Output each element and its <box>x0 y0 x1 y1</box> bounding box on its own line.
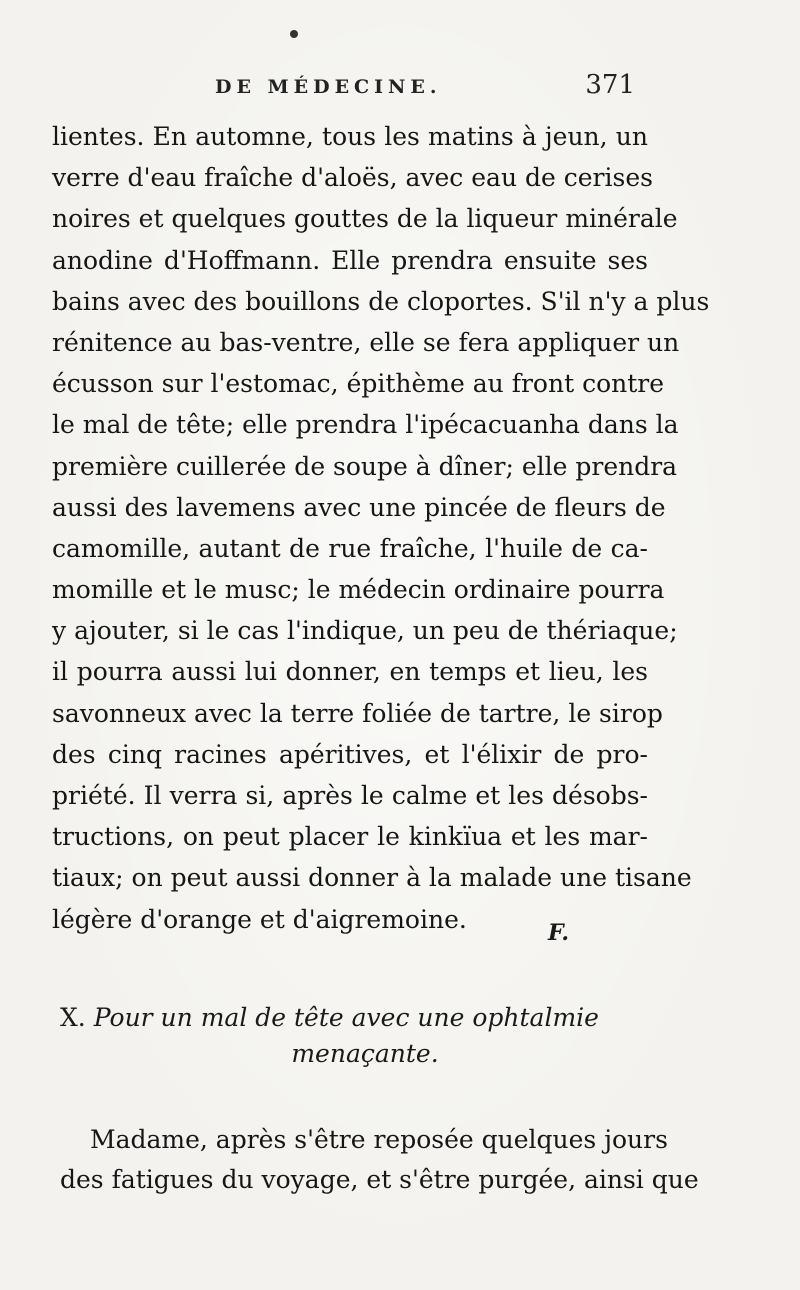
text-line: tiaux; on peut aussi donner à la malade une tisane <box>52 863 692 893</box>
page-number: 371 <box>585 70 635 100</box>
text-line: y ajouter, si le cas l'indique, un peu de thériaque; <box>52 616 678 646</box>
text-line: aussi des lavemens avec une pincée de fleurs de <box>52 492 666 522</box>
text-line: bains avec des bouillons de cloportes. S'il n'y a plus <box>52 286 710 316</box>
text-line: il pourra aussi lui donner, en temps et lieu, les <box>52 657 648 687</box>
text-line: écusson sur l'estomac, épithème au front contre <box>52 369 665 399</box>
text-line: camomille, autant de rue fraîche, l'huile de ca- <box>52 533 648 563</box>
text-line: tructions, on peut placer le kinkïua et les mar- <box>52 822 648 852</box>
text-line: le mal de tête; elle prendra l'ipécacuanha dans la <box>52 410 679 440</box>
text-line: verre d'eau fraîche d'aloës, avec eau de cerises <box>52 163 653 193</box>
text-line: anodine d'Hoffmann. Elle prendra ensuite ses <box>52 245 648 275</box>
text-line: légère d'orange et d'aigremoine. <box>52 904 467 934</box>
text-line: momille et le musc; le médecin ordinaire pourra <box>52 575 665 605</box>
page-header <box>215 70 635 110</box>
signature-initial: F. <box>548 920 570 946</box>
text-line: des fatigues du voyage, et s'être purgée, ainsi que <box>60 1165 699 1194</box>
section-title-text: Pour un mal de tête avec une ophtalmie <box>93 1003 599 1032</box>
ink-speck <box>290 30 298 38</box>
text-line: lientes. En automne, tous les matins à jeun, un <box>52 122 648 151</box>
text-line: Madame, après s'être reposée quelques jours <box>90 1125 668 1154</box>
section-title-continuation: menaçante. <box>291 1039 439 1068</box>
text-line: savonneux avec la terre foliée de tartre, le sirop <box>52 698 663 728</box>
text-line: priété. Il verra si, après le calme et les désobs- <box>52 781 648 810</box>
section-number: X. <box>60 1003 86 1032</box>
section-heading <box>60 1000 650 1072</box>
text-line: première cuillerée de soupe à dîner; elle prendra <box>52 451 678 481</box>
text-line: des cinq racines apéritives, et l'élixir de pro- <box>52 739 648 769</box>
second-paragraph <box>60 1120 699 1200</box>
running-head: DE MÉDECINE. <box>215 76 442 98</box>
main-paragraph <box>52 116 710 940</box>
text-line: noires et quelques gouttes de la liqueur minérale <box>52 204 678 234</box>
section-heading-line <box>60 1000 650 1036</box>
text-line: rénitence au bas-ventre, elle se fera appliquer un <box>52 327 680 357</box>
